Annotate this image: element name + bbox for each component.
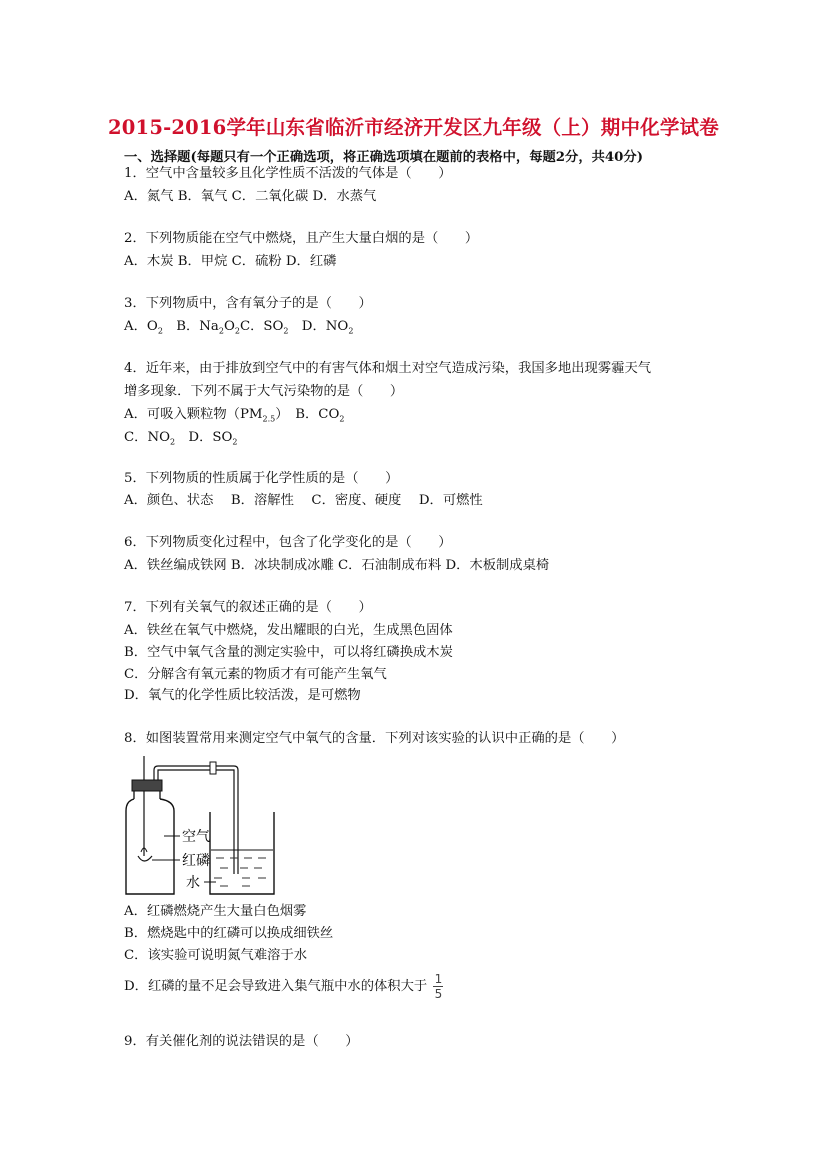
question-7-option-a: A．铁丝在氧气中燃烧，发出耀眼的白光，生成黑色固体 — [124, 623, 453, 638]
question-8-option-b: B．燃烧匙中的红磷可以换成细铁丝 — [124, 926, 334, 941]
question-2-stem: 2．下列物质能在空气中燃烧，且产生大量白烟的是（ ） — [124, 231, 479, 246]
question-4-stem-line1: 4．近年来，由于排放到空气中的有害气体和烟土对空气造成污染，我国多地出现雾霾天气 — [124, 361, 652, 376]
label-water: 水 — [186, 875, 200, 891]
page-title: 2015-2016学年山东省临沂市经济开发区九年级（上）期中化学试卷 — [108, 116, 719, 139]
section-heading: 一、选择题(每题只有一个正确选项，将正确选项填在题前的表格中，每题2分，共40分) — [124, 150, 644, 165]
combustion-spoon — [138, 856, 152, 861]
question-7-option-d: D．氧气的化学性质比较活泼，是可燃物 — [124, 688, 361, 703]
question-8-option-c: C．该实验可说明氮气难溶于水 — [124, 948, 308, 963]
fraction-one-fifth: $\frac{1}{5}$ — [434, 972, 443, 1001]
question-8-stem: 8．如图装置常用来测定空气中氧气的含量．下列对该实验的认识中正确的是（ ） — [124, 731, 625, 746]
question-6-options: A．铁丝编成铁网 B．冰块制成冰雕 C．石油制成布料 D．木板制成桌椅 — [124, 558, 550, 573]
apparatus-diagram — [124, 756, 364, 900]
gas-jar — [126, 799, 174, 894]
question-8-option-d: D．红磷的量不足会导致进入集气瓶中水的体积大于 $\frac{1}{5}$ — [124, 972, 443, 1001]
question-4-options-cd: C．$NO_2$ D．$SO_2$ — [124, 430, 238, 447]
question-6-stem: 6．下列物质变化过程中，包含了化学变化的是（ ） — [124, 535, 452, 550]
question-4-stem-line2: 增多现象．下列不属于大气污染物的是（ ） — [124, 384, 404, 399]
clamp — [210, 762, 216, 774]
question-7-option-b: B．空气中氧气含量的测定实验中，可以将红磷换成木炭 — [124, 645, 453, 660]
question-3-stem: 3．下列物质中，含有氧分子的是（ ） — [124, 296, 372, 311]
question-5-options: A．颜色、状态 B．溶解性 C．密度、硬度 D．可燃性 — [124, 493, 483, 508]
question-7-option-c: C．分解含有氧元素的物质才有可能产生氧气 — [124, 667, 387, 682]
label-phosphorus: 红磷 — [182, 853, 210, 869]
question-7-stem: 7．下列有关氧气的叙述正确的是（ ） — [124, 600, 372, 615]
question-9-stem: 9．有关催化剂的说法错误的是（ ） — [124, 1034, 359, 1049]
question-1-stem: 1．空气中含量较多且化学性质不活泼的气体是（ ） — [124, 166, 452, 181]
question-1-options: A．氮气 B．氧气 C．二氧化碳 D．水蒸气 — [124, 189, 377, 204]
label-air: 空气 — [182, 829, 210, 845]
question-4-options-ab: A．可吸入颗粒物$(PM_{2.5})$ B．$CO_2$ — [124, 407, 345, 424]
water-hatch — [214, 858, 266, 886]
apparatus-svg — [124, 756, 364, 896]
question-8-option-a: A．红磷燃烧产生大量白色烟雾 — [124, 904, 307, 919]
question-3-options: A．$O_2$ B．$Na_2O_2C$．$SO_2$ D．$NO_2$ — [124, 319, 354, 336]
beaker — [210, 812, 274, 894]
question-5-stem: 5．下列物质的性质属于化学性质的是（ ） — [124, 471, 399, 486]
stopper — [132, 780, 162, 791]
question-2-options: A．木炭 B．甲烷 C．硫粉 D．红磷 — [124, 254, 337, 269]
